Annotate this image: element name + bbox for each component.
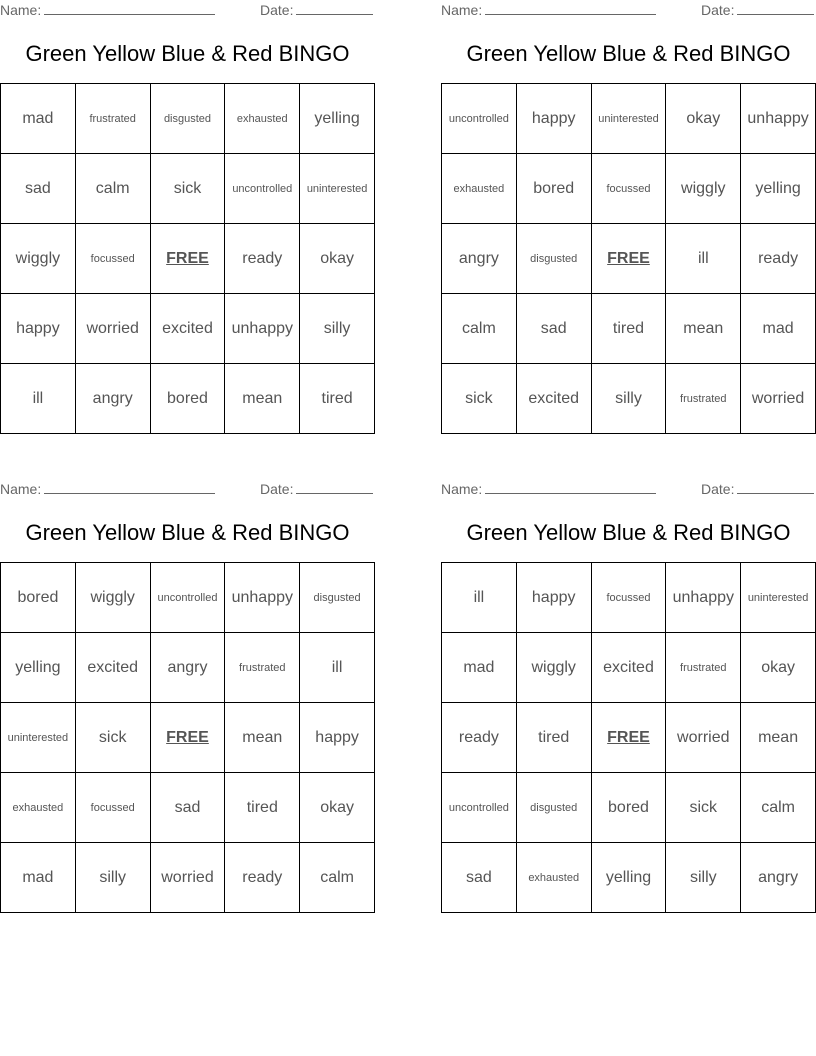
bingo-cell: angry (76, 364, 151, 434)
bingo-cell: focussed (592, 154, 667, 224)
date-field (260, 481, 373, 497)
bingo-cell: frustrated (225, 633, 300, 703)
date-field (701, 481, 814, 497)
card-title: Green Yellow Blue & Red BINGO (25, 520, 350, 545)
bingo-cell: happy (300, 703, 375, 773)
bingo-cell: unhappy (741, 84, 816, 154)
bingo-cell: frustrated (76, 84, 151, 154)
bingo-cell: happy (1, 294, 76, 364)
bingo-cell: mean (225, 364, 300, 434)
bingo-cell: tired (300, 364, 375, 434)
bingo-cell: bored (592, 773, 667, 843)
bingo-cell: yelling (300, 84, 375, 154)
bingo-cell: yelling (1, 633, 76, 703)
bingo-cell: mad (1, 843, 76, 913)
bingo-cell: calm (76, 154, 151, 224)
bingo-cell: angry (741, 843, 816, 913)
bingo-cell: happy (517, 84, 592, 154)
bingo-cell: ready (225, 843, 300, 913)
bingo-cell: disgusted (151, 84, 226, 154)
bingo-card (0, 0, 375, 440)
bingo-cell: calm (300, 843, 375, 913)
bingo-cell: ill (442, 563, 517, 633)
bingo-cell: mad (442, 633, 517, 703)
bingo-cell: wiggly (517, 633, 592, 703)
date-label: Date: (260, 481, 294, 497)
bingo-cell: excited (517, 364, 592, 434)
bingo-cell: silly (76, 843, 151, 913)
bingo-cell: calm (442, 294, 517, 364)
bingo-cell: mean (666, 294, 741, 364)
bingo-cell: uninterested (1, 703, 76, 773)
bingo-cell: happy (517, 563, 592, 633)
bingo-cell: okay (300, 773, 375, 843)
bingo-cell: exhausted (1, 773, 76, 843)
bingo-cell: tired (517, 703, 592, 773)
bingo-cell: frustrated (666, 364, 741, 434)
bingo-cell: focussed (76, 224, 151, 294)
name-field (441, 2, 656, 18)
bingo-grid (441, 562, 816, 913)
bingo-cell: tired (225, 773, 300, 843)
date-blank-line (296, 2, 373, 15)
bingo-cell: uncontrolled (225, 154, 300, 224)
bingo-cell: ready (225, 224, 300, 294)
name-field (0, 481, 215, 497)
date-label: Date: (701, 2, 735, 18)
bingo-cell: ill (1, 364, 76, 434)
free-space-cell: FREE (151, 224, 226, 294)
bingo-cell: tired (592, 294, 667, 364)
bingo-cell: silly (666, 843, 741, 913)
date-field (260, 2, 373, 18)
name-label: Name: (0, 2, 42, 18)
name-blank-line (485, 481, 656, 494)
bingo-cell: worried (666, 703, 741, 773)
bingo-card (0, 479, 375, 919)
bingo-cell: ill (300, 633, 375, 703)
bingo-cell: okay (666, 84, 741, 154)
date-label: Date: (701, 481, 735, 497)
bingo-cell: focussed (592, 563, 667, 633)
bingo-cell: mean (225, 703, 300, 773)
free-space-cell: FREE (592, 224, 667, 294)
bingo-cell: uncontrolled (442, 773, 517, 843)
bingo-cell: bored (151, 364, 226, 434)
bingo-cell: focussed (76, 773, 151, 843)
date-blank-line (737, 481, 814, 494)
bingo-cell: uninterested (741, 563, 816, 633)
bingo-cell: uncontrolled (151, 563, 226, 633)
date-label: Date: (260, 2, 294, 18)
bingo-cell: disgusted (517, 224, 592, 294)
bingo-cell: ready (741, 224, 816, 294)
bingo-cell: mean (741, 703, 816, 773)
bingo-cell: okay (741, 633, 816, 703)
name-field (441, 481, 656, 497)
name-blank-line (485, 2, 656, 15)
bingo-grid (441, 83, 816, 434)
bingo-cell: mad (741, 294, 816, 364)
bingo-cell: mad (1, 84, 76, 154)
bingo-cell: sick (151, 154, 226, 224)
bingo-cell: sick (442, 364, 517, 434)
date-field (701, 2, 814, 18)
bingo-cell: okay (300, 224, 375, 294)
bingo-cell: exhausted (517, 843, 592, 913)
bingo-cell: sad (1, 154, 76, 224)
bingo-cell: silly (300, 294, 375, 364)
name-label: Name: (441, 481, 483, 497)
bingo-cell: worried (151, 843, 226, 913)
bingo-cell: frustrated (666, 633, 741, 703)
bingo-cell: sick (76, 703, 151, 773)
free-space-cell: FREE (592, 703, 667, 773)
bingo-card (441, 0, 816, 440)
bingo-cell: sad (442, 843, 517, 913)
bingo-cell: disgusted (300, 563, 375, 633)
bingo-cell: exhausted (442, 154, 517, 224)
bingo-card (441, 479, 816, 919)
name-label: Name: (441, 2, 483, 18)
bingo-cell: unhappy (225, 563, 300, 633)
card-title: Green Yellow Blue & Red BINGO (466, 41, 791, 66)
card-title: Green Yellow Blue & Red BINGO (466, 520, 791, 545)
name-field (0, 2, 215, 18)
name-blank-line (44, 2, 215, 15)
bingo-cell: bored (517, 154, 592, 224)
bingo-cell: wiggly (1, 224, 76, 294)
bingo-cell: worried (741, 364, 816, 434)
bingo-cell: excited (592, 633, 667, 703)
bingo-cell: wiggly (76, 563, 151, 633)
bingo-cell: uncontrolled (442, 84, 517, 154)
bingo-cell: uninterested (300, 154, 375, 224)
bingo-cell: unhappy (666, 563, 741, 633)
bingo-cell: yelling (592, 843, 667, 913)
bingo-cell: bored (1, 563, 76, 633)
free-space-cell: FREE (151, 703, 226, 773)
bingo-cell: calm (741, 773, 816, 843)
bingo-cell: unhappy (225, 294, 300, 364)
bingo-cell: excited (76, 633, 151, 703)
date-blank-line (737, 2, 814, 15)
bingo-cell: angry (442, 224, 517, 294)
bingo-cell: angry (151, 633, 226, 703)
card-title: Green Yellow Blue & Red BINGO (25, 41, 350, 66)
bingo-cell: worried (76, 294, 151, 364)
bingo-cell: silly (592, 364, 667, 434)
bingo-cell: ready (442, 703, 517, 773)
date-blank-line (296, 481, 373, 494)
name-blank-line (44, 481, 215, 494)
bingo-cell: sad (151, 773, 226, 843)
bingo-cell: wiggly (666, 154, 741, 224)
name-label: Name: (0, 481, 42, 497)
bingo-cell: sick (666, 773, 741, 843)
bingo-cell: exhausted (225, 84, 300, 154)
bingo-grid (0, 83, 375, 434)
bingo-cell: uninterested (592, 84, 667, 154)
bingo-cell: disgusted (517, 773, 592, 843)
bingo-cell: excited (151, 294, 226, 364)
bingo-grid (0, 562, 375, 913)
bingo-cell: sad (517, 294, 592, 364)
bingo-cell: ill (666, 224, 741, 294)
bingo-cell: yelling (741, 154, 816, 224)
